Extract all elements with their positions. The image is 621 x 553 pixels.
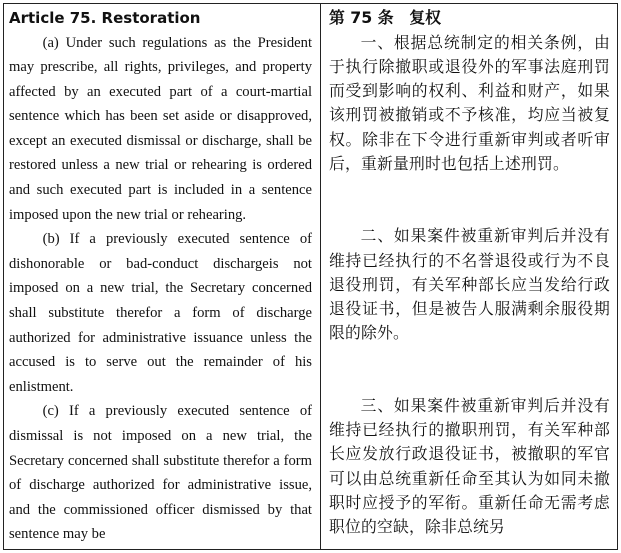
chinese-paragraph-3: 三、如果案件被重新审判后并没有维持已经执行的撤职刑罚，有关军种部长应发放行政退役证书，被撤职的军官可以由总统重新任命至其认为如同未撤职时应授予的军衔。重新任命无需考虑职位的空缺，除非总统另 [329, 395, 610, 537]
chinese-column [329, 6, 610, 540]
paragraph-spacer [329, 346, 610, 394]
english-paragraph-b: (b) If a previously executed sentence of dishonorable or bad-conduct dischargeis not imposed on a new trial, the Secretary concerned shall substitute therefor a form of discharge authorized for administrative issuance unless the accused is to serve out the remainder of his enlistment. [9, 231, 312, 395]
english-column [9, 6, 312, 547]
english-heading: Article 75. Restoration [9, 9, 201, 27]
chinese-paragraph-2: 二、如果案件被重新审判后并没有维持已经执行的不名誉退役或行为不良退役刑罚，有关军种部长应当发给行政退役证书，但是被告人服满剩余服役期限的除外。 [329, 226, 610, 343]
paragraph-spacer [329, 176, 610, 224]
chinese-heading: 第 75 条 复权 [329, 8, 441, 27]
english-paragraph-c: (c) If a previously executed sentence of dismissal is not imposed on a new trial, the Secretary concerned shall substitute therefor a form of discharge authorized for administrative issue, and the commissioned officer dismissed by that sentence may be [9, 403, 312, 543]
english-paragraph-a: (a) Under such regulations as the President may prescribe, all rights, privileges, and property affected by an executed part of a court-martial sentence which has been set aside or disapproved, except an executed dismissal or discharge, shall be restored unless a new trial or rehearing is ordered and such executed part is included in a sentence imposed upon the new trial or rehearing. [9, 34, 312, 223]
column-divider [320, 3, 321, 550]
chinese-paragraph-1: 一、根据总统制定的相关条例，由于执行除撤职或退役外的军事法庭刑罚而受到影响的权利、利益和财产，如果该刑罚被撤销或不予核准，均应当被复权。除非在下令进行重新审判或者听审后，重新量刑时也包括上述刑罚。 [329, 32, 610, 173]
